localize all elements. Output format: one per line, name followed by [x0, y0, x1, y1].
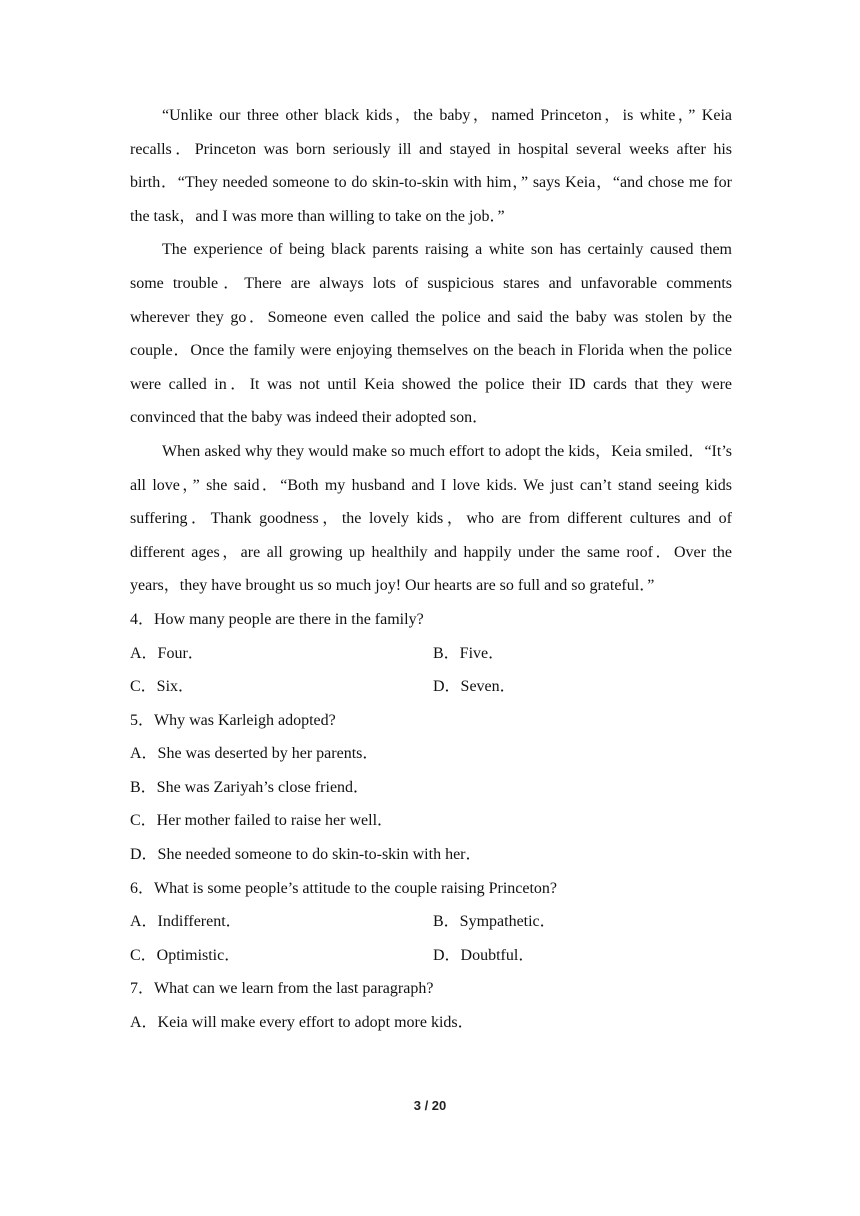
question-6-option-a: A．Indifferent．	[130, 913, 242, 931]
question-7	[130, 972, 732, 1039]
question-4-option-c: C．Six．	[130, 678, 195, 696]
question-6-option-c: C．Optimistic．	[130, 946, 241, 964]
question-4-stem: 4．How many people are there in the family?	[130, 610, 424, 628]
question-7-option-a: A．Keia will make every effort to adopt more kids．	[130, 1014, 474, 1032]
page-number: 3 / 20	[413, 1098, 447, 1113]
question-4-option-d: D．Seven．	[433, 678, 516, 696]
question-5-stem: 5．Why was Karleigh adopted?	[130, 711, 336, 729]
question-5-option-c: C．Her mother failed to raise her well．	[130, 812, 394, 830]
question-4-options-row-1	[130, 637, 732, 671]
page-content	[130, 99, 732, 1040]
question-4-option-a: A．Four．	[130, 644, 204, 662]
passage-paragraph-3: When asked why they would make so much effort to adopt the kids，Keia smiled．“It’s all love，” she said．“Both my husband and I love kids. We just can’t stand seeing kids suffering．Thank goodness，the lovely kids，who are from different cultures and of different ages，are all growing up healthily and happily under the same roof．Over the years，they have brought us so much joy! Our hearts are so full and so grateful．”	[130, 442, 732, 595]
question-6-option-b: B．Sympathetic．	[433, 913, 556, 931]
question-6-option-d: D．Doubtful．	[433, 946, 535, 964]
question-4-option-b: B．Five．	[433, 644, 505, 662]
question-5-option-a: A．She was deserted by her parents．	[130, 745, 379, 763]
question-4-options-row-2	[130, 670, 732, 704]
passage-paragraph-2: The experience of being black parents raising a white son has certainly caused them some trouble．There are always lots of suspicious stares and unfavorable comments wherever they go．Someone even called the police and said the baby was stolen by the couple．Once the family were enjoying themselves on the beach in Florida when the police were called in．It was not until Keia showed the police their ID cards that they were convinced that the baby was indeed their adopted son．	[130, 241, 732, 427]
question-6-options-row-1	[130, 905, 732, 939]
question-6-options-row-2	[130, 939, 732, 973]
question-5-option-d: D．She needed someone to do skin-to-skin with her．	[130, 846, 482, 864]
passage-paragraph-1: “Unlike our three other black kids，the baby，named Princeton，is white，” Keia recalls．Princeton was born seriously ill and stayed in hospital several weeks after his birth．“They needed someone to do skin-to-skin with him，” says Keia，“and chose me for the task，and I was more than willing to take on the job．”	[130, 107, 732, 225]
question-7-stem: 7．What can we learn from the last paragraph?	[130, 980, 434, 998]
question-6	[130, 872, 732, 973]
question-6-stem: 6．What is some people’s attitude to the couple raising Princeton?	[130, 879, 558, 897]
question-4	[130, 603, 732, 704]
question-5	[130, 704, 732, 872]
question-5-option-b: B．She was Zariyah’s close friend．	[130, 778, 370, 796]
